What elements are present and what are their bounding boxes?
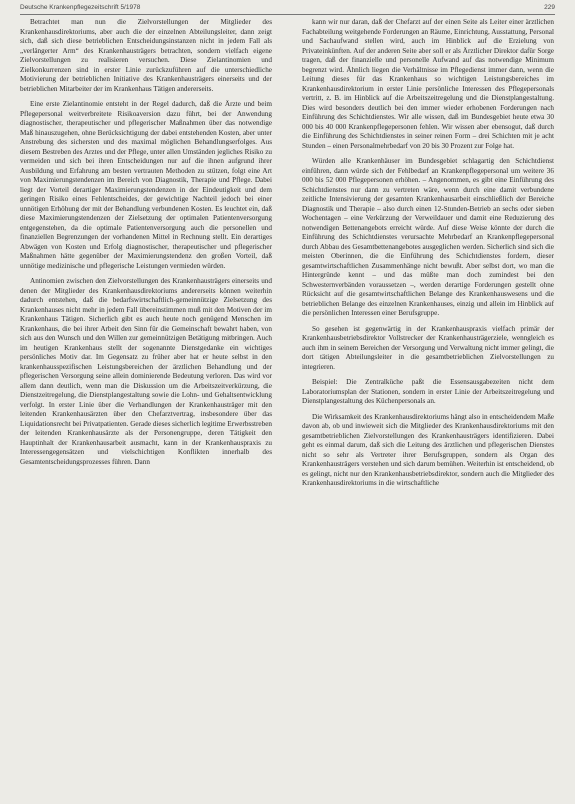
journal-title: Deutsche Krankenpflegezeitschrift 5/1978 <box>20 4 141 11</box>
paragraph: Würden alle Krankenhäuser im Bundesgebiet schlagartig den Schichtdienst einführen, dann würde sich der Fehlbedarf an Krankenpflegepersonal um weitere 36 000 bis 52 000 Pflegepersonen erhöhen. – Angenommen, es gibt eine Einführung des Schichtdienstes nur dann zu vertreten wäre, wenn durch eine damit verbundene zeitliche Intensivierung der gesamten Krankenhausarbeit einschließlich der Bereiche Diagnostik und Therapie – also durch einen 12-Stunden-Betrieb an sechs oder sieben Wochentagen – eine Verkürzung der Verweildauer und damit eine Reduzierung des notwendigen Bettenangebots erreicht würde. Auf diese Weise könnte der durch die Einführung des Schichtdienstes verursachte Mehrbedarf an Krankenpflegepersonal durch Abbau des Gesamtbettenangebotes ausgeglichen werden. Sicherlich sind sich die meisten Oberinnen, die die Einführung des Schichtdienstes fordern, dieser gesamtwirtschaftlichen Zusammenhänge nicht bewußt. Aber selbst dort, wo man die Hintergründe kennt – und das müßte man doch zumindest bei den Schwesternverbänden voraussetzen –, werden derartige Forderungen gestellt ohne Rücksicht auf die gesamtwirtschaftlichen Belange des Krankenhauswesens und die betrieblichen Belange des einzelnen Krankenhauses, einzig und allein im Hinblick auf die persönlichen Interessen einer Berufsgruppe. <box>302 157 554 317</box>
paragraph: So gesehen ist gegenwärtig in der Krankenhauspraxis vielfach primär der Krankenhausbetriebsdirektor Vollstrecker der Krankenhausträgerziele, wenngleich es auch ihm in seinem Bereichen der Versorgung und Verwaltung nicht immer gelingt, die dort tätigen Abteilungsleiter in die gesamtbetrieblichen Zielvorstellungen zu integrieren. <box>302 324 554 371</box>
page-number: 229 <box>544 4 555 11</box>
paragraph: Die Wirksamkeit des Krankenhausdirektoriums hängt also in entscheidendem Maße davon ab, ob und inwieweit sich die Mitglieder des Krankenhausdirektoriums mit den gesamtbetrieblichen Zielvorstellungen des Krankenhausträgers identifizieren. Dabei geht es einmal darum, daß sich die Leitung des ärztlichen und pflegerischen Dienstes nicht so sehr als Vertreter ihrer Berufsgruppen, sondern als Organ des Krankenhausträgers verstehen und sich darum bemühen. Weiterhin ist entscheidend, ob es gelingt, nicht nur den Krankenhausbetriebsdirektor, sondern auch die Mitglieder des Krankenhausdirektoriums in die wirtschaftliche <box>302 412 554 487</box>
header-rule <box>20 14 555 15</box>
paragraph: Betrachtet man nun die Zielvorstellungen der Mitglieder des Krankenhausdirektoriums, aber auch die der einzelnen Abteilungsleiter, dann zeigt sich, daß sich diese betrieblichen Entscheidungsinstanzen nicht in jedem Fall als „verlängerter Arm“ des Krankenhausträgers betrachten, sondern vielfach eigene Zielvorstellungen zu realisieren versuchen. Diese Zielantinomien und Zielkonkurrenzen sind in erster Linie zurückzuführen auf die unterschiedliche Motivierung der betrieblichen Initiative des Krankenhausträgers einerseits und der betrieblichen Mitarbeiter der im Krankenhaus Tätigen andererseits. <box>20 18 272 93</box>
paragraph: Antinomien zwischen den Zielvorstellungen des Krankenhausträgers einerseits und denen der Mitglieder des Krankenhausdirektoriums andererseits können weiterhin dadurch entstehen, daß die bedarfswirtschaftlich-gemeinnützige Zielsetzung des Krankenhauses nicht mehr in jedem Fall übereinstimmen muß mit den Motiven der im Krankenhaus Tätigen. Sicherlich gibt es auch heute noch genügend Menschen im Krankenhaus, die bei ihrer Arbeit den Sinn für die Gemeinschaft bewahrt haben, von sich aus den Wunsch und den Willen zur gemeinnützigen Betätigung mitbringen. Auch im heutigen Krankenhaus stellt der sogenannte Dienstgedanke ein wichtiges persönliches Motiv dar. Im Gegensatz zu früher aber hat er heute selbst in den krankenhausspezifischen Leistungsbereichen der ärztlichen Behandlung und der pflegerischen Versorgung seine allein dominierende Bedeutung verloren. Das wird vor allem dann deutlich, wenn man die Diskussion um die Arbeitszeitverkürzung, die Dienstzeitregelung, die Dienstplangestaltung sowie die Lohn- und Gehaltsentwicklung verfolgt. In erster Linie über die Verhandlungen der Krankenhausträger mit den leitenden Krankenhausärzten über den Chefarztvertrag, insbesondere über das Liquidationsrecht bei Privatpatienten. Gerade dieses sicherlich legitime Erwerbsstreben der leitenden Krankenhausärzte als der Personengruppe, deren Tätigkeit den Hauptinhalt der Krankenhausarbeit ausmacht, kann in der Krankenhauspraxis zu Interessengegensätzen und vielschichtigen Konflikten innerhalb des Gesamtentscheidungsprozesses führen. Dann <box>20 277 272 466</box>
paragraph: Beispiel: Die Zentralküche paßt die Essensausgabezeiten nicht dem Laboratoriumsplan der Stationen, sondern in erster Linie der Arbeitszeitregelung und Dienstplangestaltung des Küchenpersonals an. <box>302 378 554 405</box>
left-column <box>20 18 272 798</box>
paragraph: kann wir nur daran, daß der Chefarzt auf der einen Seite als Leiter einer ärztlichen Fachabteilung weitgehende Forderungen an Räume, Einrichtung, Ausstattung, Personal und Sachaufwand stellen wird, auch im Hinblick auf die Erzielung von Privateinkünften. Auf der anderen Seite aber soll er als Ärztlicher Direktor dafür Sorge tragen, daß der finanzielle und personelle Aufwand auf das notwendige Minimum begrenzt wird. Ähnlich liegen die Verhältnisse im Pflegedienst immer dann, wenn die Leitung dieses für das Krankenhaus so wichtigen Leistungsbereiches im Krankenhausdirektorium in erster Linie persönliche Interessen des Pflegepersonals vertritt, z. B. im Hinblick auf die Arbeitszeitregelung und die Dienstplangestaltung. Dies wird besonders deutlich bei den immer wieder erhobenen Forderungen nach Einführung des Schichtdienstes. Wir alle wissen, daß im Bundesgebiet heute etwa 30 000 bis 40 000 Krankenpflegepersonen fehlen. Wir wissen aber ebensogut, daß durch die Einführung des Schichtdienstes in seiner reinen Form – drei Schichten mit je acht Stunden – einen Personalmehrbedarf von 20 bis 30 Prozent zur Folge hat. <box>302 18 554 150</box>
paragraph: Eine erste Zielantinomie entsteht in der Regel dadurch, daß die Ärzte und beim Pflegepersonal weitverbreitete Risikoaversion dazu führt, bei der Anwendung diagnostischer, therapeutischer und pflegerischer Maßnahmen über das notwendige Maß hinauszugehen, ohne Berücksichtigung der dabei entstehenden Kosten, aber unter Anstrebung des sichersten und des maximal möglichen Behandlungserfolges. Aus diesem Bestreben des Arztes und der Pflege, unter allen Umständen jegliches Risiko zu vermeiden und sich bei ihren Entscheidungen nur auf die ihnen aufgrund ihrer Ausbildung und Erfahrung am besten vertrauten Methoden zu stützen, folgt eine Art von Maximierungstendenzen im Bereich von Diagnostik, Therapie und Pflege. Dabei liegt der Vorteil derartiger Maximierungstendenzen in der Eindeutigkeit und dem geringen Risiko eines Fehlentscheides, der gewichtige Nachteil jedoch bei einer unnötigen Erhöhung der mit der Behandlung verbundenen Kosten. Es leuchtet ein, daß diese Maximierungstendenzen der Zielsetzung der optimalen Patientenversorgung entgegenstehen, da die optimale Patientenversorgung auch die personellen und finanziellen Begrenzungen der vorhandenen Mittel in Rechnung stellt. Ein derartiges Abwägen von Kosten und Erfolg diagnostischer, therapeutischer und pflegerischer Maßnahmen hätte gegenüber der Maximierungstendenz den großen Vorteil, daß unnötige medizinische und pflegerische Leistungen vermieden würden. <box>20 100 272 270</box>
right-column <box>302 18 554 798</box>
